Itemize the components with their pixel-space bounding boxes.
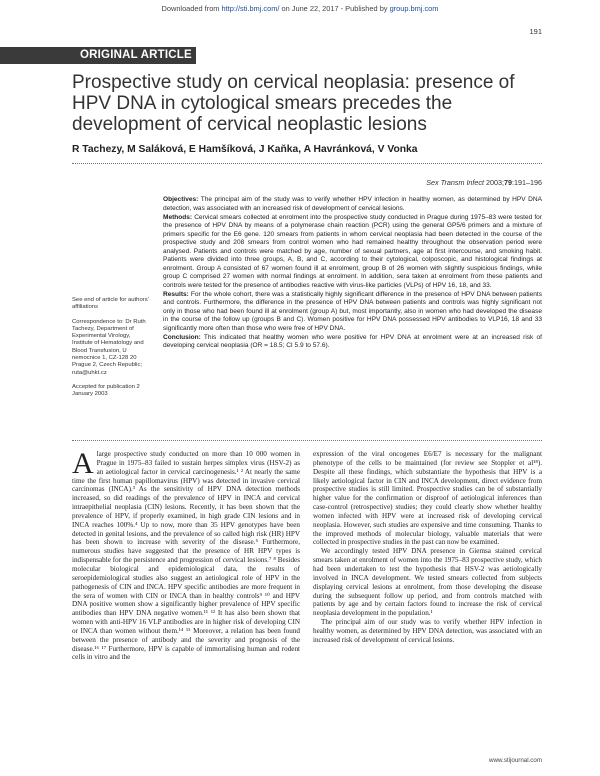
conclusion-text: This indicated that healthy women who were positive for HPV DNA at enrolment were at an increased risk of developing cervical neoplasia (OR = 18.5; CI 5.9 to 57.6). <box>163 333 542 350</box>
affiliation-note: See end of article for authors’ affiliations <box>72 297 149 311</box>
article-sidebar <box>72 297 152 406</box>
results-label: Results: <box>163 290 189 298</box>
banner-prefix: Downloaded from <box>161 4 222 13</box>
banner-middle: on June 22, 2017 - Published by <box>279 4 390 13</box>
page-number: 191 <box>529 27 542 36</box>
drop-cap: A <box>72 447 94 480</box>
abstract-objectives <box>163 196 542 213</box>
abstract-results <box>163 291 542 334</box>
accepted-date: Accepted for publication 2 January 2003 <box>72 383 140 398</box>
body-text: large prospective study conducted on more than 10 000 women in Prague in 1975–83 failed to sustain herpes simplex virus (HSV-2) as an aetiological factor in cervical carcinogenesis.¹ ² At nearly the same time the first human papillomavirus (HPV) was detected in invasive cervical carcinomas (INCA).³ As the sensitivity of HPV DNA detection methods increased, so did readings of the prevalence of HPV in INCA and cervical intraepithelial neoplasia (CIN) lesions. Recently, it has been shown that the prevalence of HPV, if properly examined, in high grade CIN lesions and in INCA reaches 100%.⁴ Up to now, more than 35 HPV genotypes have been detected in genital lesions, and the prevalence of so called high risk (HR) HPV has been shown to increase with severity of the disease.⁵ Furthermore, numerous studies have suggested that the presence of HR HPV types is indispensable for the persistence and progression of cervical lesions.⁷ ⁸ Besides molecular biological and epidemiological data, the results of seroepidemiological studies also suggest an aetiological role of HPV in the pathogenesis of CIN and INCA. HPV specific antibodies are more frequent in the sera of women with CIN or INCA than in healthy controls⁹ ¹⁰ and HPV DNA positive women show a significantly higher prevalence of HPV specific antibodies than HPV DNA negative women.¹¹ ¹² It has also been shown that women with anti-HPV 16 VLP antibodies are in higher risk of developing CIN or INCA than women without them.¹⁴ ¹⁵ Moreover, a relation has been found between the presence of antibody and the severity and prognosis of the disease.¹⁶ ¹⁷ Furthermore, HPV is capable of immortalising human and rodent cells in vitro and the <box>72 450 300 662</box>
abstract-divider <box>72 440 542 441</box>
body-paragraph: The principal aim of our study was to verify whether HPV infection in healthy women, as determined by HPV DNA detection, was associated with an increased risk of development of cervical lesions. <box>313 618 542 644</box>
objectives-text: The principal aim of the study was to verify whether HPV infection in healthy women, as determined by HPV DNA detection, was associated with an increased risk of development of cervical lesions. <box>163 196 542 212</box>
abstract <box>163 196 542 351</box>
citation-journal: Sex Transm Infect <box>426 178 485 187</box>
banner-publisher-link[interactable]: group.bmj.com <box>389 4 439 13</box>
objectives-label: Objectives: <box>163 196 199 203</box>
body-paragraph: expression of the viral oncogenes E6/E7 is necessary for the malignant phenotype of the cells to be maintained (for review see Stoppler et al¹⁸). Despite all these findings, which substantiate the hypothesis that HPV is a likely aetiological factor in CIN and INCA development, direct evidence from prospective studies is still limited. Prospective studies can be of substantially higher value for the confirmation or disproof of aetiological inferences than case-control (retrospective) studies; they could clearly show whether healthy women infected with HPV were at increased risk of developing cervical neoplasia. However, such studies are expensive and time consuming. Thanks to the improved methods of molecular biology, valuable materials that were collected in prospective studies in the past can now be examined. <box>313 450 542 547</box>
title-divider <box>72 163 542 164</box>
journal-website-link[interactable]: www.stijournal.com <box>489 757 542 764</box>
citation-volume: 79 <box>504 178 513 187</box>
citation-pages: :191–196 <box>512 178 542 187</box>
author-list: R Tachezy, M Saláková, E Hamšíková, J Kaňka, A Havránková, V Vonka <box>72 144 418 155</box>
article-title: Prospective study on cervical neoplasia: presence of HPV DNA in cytological smears precedes the development of cervical neoplastic lesions <box>72 72 515 135</box>
citation-year: 2003; <box>484 178 505 187</box>
banner-url-link[interactable]: http://sti.bmj.com/ <box>221 4 280 13</box>
abstract-methods <box>163 214 542 291</box>
download-banner <box>0 4 600 13</box>
methods-text: Cervical smears collected at enrolment into the prospective study conducted in Prague during 1975–83 were tested for the presence of HPV DNA by means of a polymerase chain reaction (PCR) using the general GP5/6 primers and a mixture of primers specific for the E6 gene. 120 smears from patients in whom cervical neoplasia had been detected in the course of the prospective study and 208 smears from control women who had remained healthy throughout the observation period were analysed. Patients and controls were matched by age, number of sexual partners, age at first intercourse, and smoking habit. Patients were divided into three groups, A, B, and C, according to their cytological, colposcopic, and histological findings at enrolment. Group A consisted of 67 women found ill at enrolment, group B of 26 women with slightly suspicious findings, while group C comprised 27 women with normal findings at enrolment. In addition, sera taken at enrolment from these patients and controls were tested for the presence of antibodies reactive with virus-like particles (VLPs) of HPV 16, 18, and 33. <box>163 213 542 289</box>
body-column-left <box>72 447 300 662</box>
article-type-badge: ORIGINAL ARTICLE <box>0 47 196 64</box>
results-text: For the whole cohort, there was a statistically highly significant difference in the presence of HPV DNA between patients and controls. Furthermore, the difference in the presence of HPV DNA between patients and controls was highly significant not only in those who had been found ill at enrolment (group A) but, most importantly, also in women who had developed the disease in the course of the follow up (groups B and C). Women positive for HPV DNA possessed HPV antibodies to VLP16, 18 and 33 significantly more often than those who were free of HPV DNA. <box>163 290 542 332</box>
abstract-conclusion <box>163 334 542 351</box>
body-paragraph: We accordingly tested HPV DNA presence in Giemsa stained cervical smears taken at enrolment of women into the 1975–83 prospective study, which had been undertaken to test the hypothesis that HSV-2 was aetiologically involved in INCA development. We tested smears collected from subjects displaying cervical lesions at enrolment, from those developing the disease during the subsequent follow up period, and from controls matched with patients by age and by certain factors found to increase the risk of cervical neoplasia development in the population.¹ <box>313 547 542 618</box>
conclusion-label: Conclusion: <box>163 333 201 341</box>
body-paragraph <box>72 447 300 662</box>
correspondence-info: Correspondence to: Dr Ruth Tachezy, Department of Experimental Virology, Institute of Hematology and Blood Transfusion, U nemocnice 1, CZ-128 20 Prague 2, Czech Republic; ruta@uhkt.cz <box>72 318 146 376</box>
journal-citation <box>426 178 542 187</box>
methods-label: Methods: <box>163 213 193 221</box>
body-column-right <box>313 450 542 645</box>
